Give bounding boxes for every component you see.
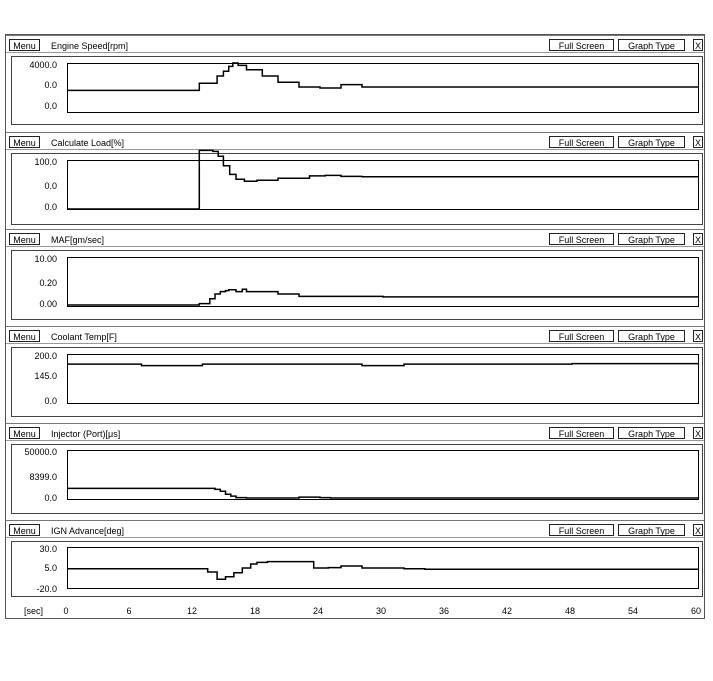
plot-area xyxy=(67,63,699,113)
panel-title: Injector (Port)[μs] xyxy=(51,429,121,439)
y-label-max: 10.00 xyxy=(34,254,57,264)
plot-svg xyxy=(68,548,698,588)
panel-title: Coolant Temp[F] xyxy=(51,332,117,342)
graph-type-button[interactable]: Graph Type xyxy=(618,330,685,342)
panel-header xyxy=(6,132,704,150)
x-tick-label: 18 xyxy=(249,606,261,616)
panel-title: MAF[gm/sec] xyxy=(51,235,105,245)
x-tick-label: 42 xyxy=(501,606,513,616)
y-label-mid: 145.0 xyxy=(34,371,57,381)
y-label-min: 0.0 xyxy=(44,101,57,111)
series-line xyxy=(68,289,698,305)
y-label-mid: 0.0 xyxy=(44,181,57,191)
full-screen-button[interactable]: Full Screen xyxy=(549,427,614,439)
graph-type-button[interactable]: Graph Type xyxy=(618,427,685,439)
graph-type-button[interactable]: Graph Type xyxy=(618,39,685,51)
y-label-max: 30.0 xyxy=(39,544,57,554)
close-button[interactable]: X xyxy=(694,332,701,342)
panel-header xyxy=(6,229,704,247)
plot-svg xyxy=(68,258,698,306)
full-screen-button[interactable]: Full Screen xyxy=(549,330,614,342)
menu-button[interactable]: Menu xyxy=(9,136,40,148)
plot-area xyxy=(67,354,699,404)
y-label-mid: 8399.0 xyxy=(29,472,57,482)
series-line xyxy=(68,562,698,580)
y-label-max: 100.0 xyxy=(34,157,57,167)
time-axis xyxy=(5,604,703,618)
plot-area xyxy=(67,160,699,210)
graph-panel xyxy=(6,326,704,423)
x-tick-label: 0 xyxy=(63,606,69,616)
y-label-min: 0.0 xyxy=(44,202,57,212)
full-screen-button[interactable]: Full Screen xyxy=(549,233,614,245)
menu-button[interactable]: Menu xyxy=(9,524,40,536)
graph-area xyxy=(11,444,703,514)
y-label-mid: 5.0 xyxy=(44,563,57,573)
x-tick-label: 54 xyxy=(627,606,639,616)
graph-panel xyxy=(6,35,704,132)
full-screen-button[interactable]: Full Screen xyxy=(549,136,614,148)
panel-title: Calculate Load[%] xyxy=(51,138,125,148)
plot-area xyxy=(67,450,699,500)
series-line xyxy=(68,488,698,498)
menu-button[interactable]: Menu xyxy=(9,330,40,342)
x-tick-label: 60 xyxy=(690,606,702,616)
full-screen-button[interactable]: Full Screen xyxy=(549,524,614,536)
panel-header xyxy=(6,520,704,538)
full-screen-button[interactable]: Full Screen xyxy=(549,39,614,51)
close-button[interactable]: X xyxy=(694,526,701,536)
y-label-min: 0.0 xyxy=(44,493,57,503)
y-label-min: -20.0 xyxy=(36,584,57,594)
y-label-max: 50000.0 xyxy=(24,447,57,457)
graph-panel xyxy=(6,423,704,520)
graph-area xyxy=(11,56,703,125)
graph-area xyxy=(11,153,703,225)
y-label-min: 0.0 xyxy=(44,396,57,406)
plot-svg xyxy=(68,161,698,209)
graph-panel xyxy=(6,229,704,326)
close-button[interactable]: X xyxy=(694,235,701,245)
plot-svg xyxy=(68,355,698,403)
plot-area xyxy=(67,547,699,589)
plot-svg xyxy=(68,64,698,112)
y-label-max: 200.0 xyxy=(34,351,57,361)
y-label-mid: 0.0 xyxy=(44,80,57,90)
y-label-min: 0.00 xyxy=(39,299,57,309)
menu-button[interactable]: Menu xyxy=(9,233,40,245)
panel-header xyxy=(6,423,704,441)
x-tick-label: 6 xyxy=(126,606,132,616)
graph-panel xyxy=(6,132,704,229)
y-label-mid: 0.20 xyxy=(39,278,57,288)
graph-area xyxy=(11,541,703,597)
panel-title: Engine Speed[rpm] xyxy=(51,41,129,51)
graph-type-button[interactable]: Graph Type xyxy=(618,136,685,148)
close-button[interactable]: X xyxy=(694,429,701,439)
plot-area xyxy=(67,257,699,307)
graph-type-button[interactable]: Graph Type xyxy=(618,524,685,536)
close-button[interactable]: X xyxy=(694,138,701,148)
time-axis-unit: [sec] xyxy=(24,606,44,616)
graph-panel xyxy=(6,520,704,617)
series-line xyxy=(68,364,698,366)
plot-svg xyxy=(68,451,698,499)
series-line xyxy=(68,150,698,209)
y-label-max: 4000.0 xyxy=(29,60,57,70)
graph-area xyxy=(11,250,703,320)
panel-title: IGN Advance[deg] xyxy=(51,526,125,536)
x-tick-label: 36 xyxy=(438,606,450,616)
x-tick-label: 48 xyxy=(564,606,576,616)
x-tick-label: 30 xyxy=(375,606,387,616)
series-line xyxy=(68,63,698,90)
panel-header xyxy=(6,326,704,344)
graph-area xyxy=(11,347,703,417)
close-button[interactable]: X xyxy=(694,41,701,51)
x-tick-label: 12 xyxy=(186,606,198,616)
menu-button[interactable]: Menu xyxy=(9,427,40,439)
menu-button[interactable]: Menu xyxy=(9,39,40,51)
graph-type-button[interactable]: Graph Type xyxy=(618,233,685,245)
panel-header xyxy=(6,35,704,53)
x-tick-label: 24 xyxy=(312,606,324,616)
